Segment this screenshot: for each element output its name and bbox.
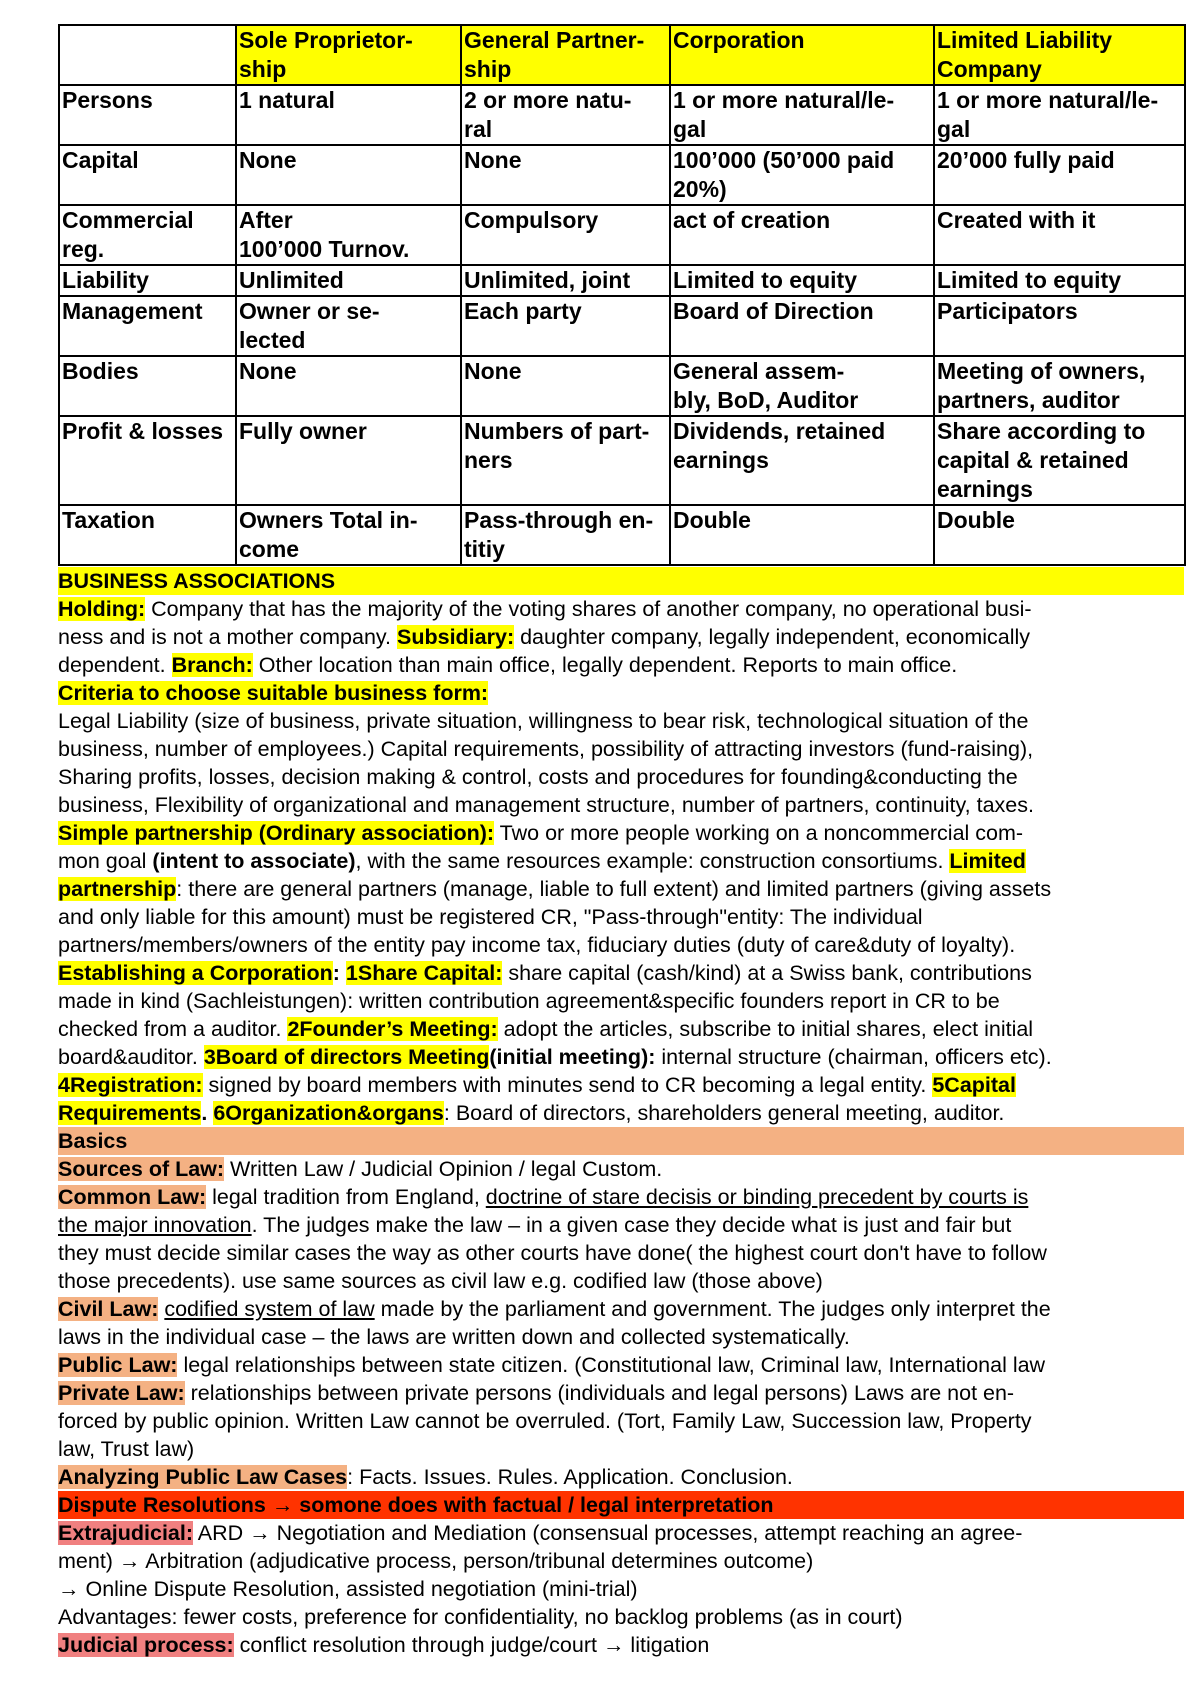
table-cell: 1 or more natural/le- gal — [934, 85, 1185, 145]
term-branch: Branch: — [171, 653, 253, 677]
analyzing-line — [58, 1463, 1184, 1491]
table-cell: After 100’000 Turnov. — [236, 205, 461, 265]
text: adopt the articles, subscribe to initial shares, elect initial — [497, 1017, 1034, 1041]
table-cell: Pass-through en- titiy — [461, 505, 670, 565]
judicial-line — [58, 1631, 1184, 1659]
establishing-line-3 — [58, 1015, 1184, 1043]
text: : Facts. Issues. Rules. Application. Conclusion. — [347, 1465, 793, 1489]
table-row — [59, 265, 1185, 296]
text: Other location than main office, legally dependent. Reports to main office. — [252, 653, 958, 677]
table-cell: Meeting of owners, partners, auditor — [934, 356, 1185, 416]
text: , with the same resources example: construction consortiums. — [355, 849, 950, 873]
text: legal tradition from England, — [206, 1185, 486, 1209]
term-limited: Limited — [949, 849, 1026, 873]
table-row — [59, 296, 1185, 356]
common-law-line-4: those precedents). use same sources as civil law e.g. codified law (those above) — [58, 1269, 823, 1293]
text: codified system of law — [164, 1297, 375, 1321]
table-header-cell: Sole Proprietor- ship — [236, 25, 461, 85]
table-cell: Participators — [934, 296, 1185, 356]
table-cell: Owner or se- lected — [236, 296, 461, 356]
table-cell: None — [461, 356, 670, 416]
term-establishing: Establishing a Corporation — [58, 961, 333, 985]
text: : — [332, 961, 346, 985]
limited-partnership-line-1 — [58, 875, 1184, 903]
row-label-cell: Liability — [59, 265, 236, 296]
table-cell: 20’000 fully paid — [934, 145, 1185, 205]
civil-law-line-1 — [58, 1295, 1184, 1323]
term-common-law: Common Law: — [58, 1185, 207, 1209]
text: Company that has the majority of the voting shares of another company, no operational busi- — [145, 597, 1032, 621]
establishing-line-1 — [58, 959, 1184, 987]
text: : there are general partners (manage, liable to full extent) and limited partners (giving assets — [176, 877, 1052, 901]
table-cell: General assem- bly, BoD, Auditor — [670, 356, 934, 416]
table-row — [59, 85, 1185, 145]
term-capital: 5Capital — [932, 1073, 1016, 1097]
text: conflict resolution through judge/court → litigation — [233, 1633, 710, 1657]
term-holding: Holding: — [58, 597, 146, 621]
term-organization: 6Organization&organs — [213, 1101, 444, 1125]
common-law-line-1 — [58, 1183, 1184, 1211]
term-private-law: Private Law: — [58, 1381, 185, 1405]
row-label-cell: Capital — [59, 145, 236, 205]
text: Written Law / Judicial Opinion / legal Custom. — [224, 1157, 663, 1181]
heading-business-associations: BUSINESS ASSOCIATIONS — [58, 567, 1184, 595]
notes-section — [58, 567, 1184, 1659]
table-cell: Unlimited — [236, 265, 461, 296]
term-analyzing: Analyzing Public Law Cases — [58, 1465, 348, 1489]
table-row — [59, 505, 1185, 565]
text: doctrine of stare decisis or binding precedent by courts is — [485, 1185, 1029, 1209]
term-share-capital: 1Share Capital: — [345, 961, 503, 985]
term-criteria: Criteria to choose suitable business form: — [58, 681, 489, 705]
term-judicial-process: Judicial process: — [58, 1633, 234, 1657]
private-law-line-2: forced by public opinion. Written Law cannot be overruled. (Tort, Family Law, Succession law, Property — [58, 1409, 1032, 1433]
text: ARD → Negotiation and Mediation (consensual processes, attempt reaching an agree- — [193, 1521, 1023, 1545]
text: share capital (cash/kind) at a Swiss bank, contributions — [502, 961, 1032, 985]
text: internal structure (chairman, officers etc). — [655, 1045, 1052, 1069]
row-label-cell: Taxation — [59, 505, 236, 565]
text: relationships between private persons (individuals and legal persons) Laws are not en- — [184, 1381, 1015, 1405]
row-label-cell: Management — [59, 296, 236, 356]
table-cell: Unlimited, joint — [461, 265, 670, 296]
extrajudicial-line-2: ment) → Arbitration (adjudicative process, person/tribunal determines outcome) — [58, 1549, 814, 1573]
term-civil-law: Civil Law: — [58, 1297, 159, 1321]
row-label-cell: Commercial reg. — [59, 205, 236, 265]
table-cell: act of creation — [670, 205, 934, 265]
civil-law-line-2: laws in the individual case – the laws are written down and collected systematically. — [58, 1325, 850, 1349]
term-public-law: Public Law: — [58, 1353, 178, 1377]
table-cell: 100’000 (50’000 paid 20%) — [670, 145, 934, 205]
table-cell: None — [236, 356, 461, 416]
table-header-cell: General Partner- ship — [461, 25, 670, 85]
text: the major innovation — [58, 1213, 252, 1237]
public-law-line — [58, 1351, 1184, 1379]
table-cell: Created with it — [934, 205, 1185, 265]
text: daughter company, legally independent, economically — [514, 625, 1031, 649]
table-header-cell: Corporation — [670, 25, 934, 85]
text: . The judges make the law – in a given case they decide what is just and fair but — [251, 1213, 1012, 1237]
document-page — [58, 24, 1184, 1659]
term-simple-partnership: Simple partnership (Ordinary association): — [58, 821, 495, 845]
text: ness and is not a mother company. — [58, 625, 398, 649]
text: mon goal — [58, 849, 153, 873]
private-law-line-3: law, Trust law) — [58, 1437, 195, 1461]
table-row — [59, 416, 1185, 505]
table-cell: 1 or more natural/le- gal — [670, 85, 934, 145]
simple-partnership-line-2 — [58, 847, 1184, 875]
heading-dispute-resolutions: Dispute Resolutions → somone does with factual / legal interpretation — [58, 1491, 1184, 1519]
text: made by the parliament and government. The judges only interpret the — [374, 1297, 1051, 1321]
term-extrajudicial: Extrajudicial: — [58, 1521, 194, 1545]
table-cell: Board of Direction — [670, 296, 934, 356]
table-cell: 2 or more natu- ral — [461, 85, 670, 145]
term-sources-of-law: Sources of Law: — [58, 1157, 225, 1181]
term-requirements: Requirements — [58, 1101, 202, 1125]
table-row — [59, 145, 1185, 205]
sources-line — [58, 1155, 1184, 1183]
term-board-meeting: 3Board of directors Meeting — [203, 1045, 490, 1069]
text: Two or more people working on a noncommercial com- — [494, 821, 1024, 845]
extrajudicial-line-1 — [58, 1519, 1184, 1547]
term-partnership: partnership — [58, 877, 177, 901]
text: signed by board members with minutes send to CR becoming a legal entity. — [202, 1073, 933, 1097]
establishing-line-6 — [58, 1099, 1184, 1127]
text: board&auditor. — [58, 1045, 204, 1069]
table-cell: Each party — [461, 296, 670, 356]
table-header-cell: Limited Liability Company — [934, 25, 1185, 85]
criteria-line-3: Sharing profits, losses, decision making & control, costs and procedures for founding&conducting the — [58, 765, 1018, 789]
business-forms-table — [58, 24, 1186, 566]
heading-basics: Basics — [58, 1127, 1184, 1155]
text: checked from a auditor. — [58, 1017, 288, 1041]
table-cell: Share according to capital & retained earnings — [934, 416, 1185, 505]
advantages-line: Advantages: fewer costs, preference for confidentiality, no backlog problems (as in court) — [58, 1605, 903, 1629]
text: . — [201, 1101, 214, 1125]
table-cell: Limited to equity — [670, 265, 934, 296]
table-cell: Compulsory — [461, 205, 670, 265]
term-subsidiary: Subsidiary: — [397, 625, 515, 649]
table-cell: None — [236, 145, 461, 205]
row-label-cell: Profit & losses — [59, 416, 236, 505]
table-cell: Dividends, retained earnings — [670, 416, 934, 505]
term-registration: 4Registration: — [58, 1073, 203, 1097]
establishing-line-4 — [58, 1043, 1184, 1071]
extrajudicial-line-3: → Online Dispute Resolution, assisted negotiation (mini-trial) — [58, 1577, 638, 1601]
text: : Board of directors, shareholders general meeting, auditor. — [443, 1101, 1005, 1125]
private-law-line-1 — [58, 1379, 1184, 1407]
table-cell: Double — [934, 505, 1185, 565]
table-cell: Numbers of part- ners — [461, 416, 670, 505]
text: (initial meeting): — [489, 1045, 656, 1069]
table-row — [59, 205, 1185, 265]
establishing-line-5 — [58, 1071, 1184, 1099]
term-founders-meeting: 2Founder’s Meeting: — [287, 1017, 498, 1041]
table-cell: None — [461, 145, 670, 205]
criteria-line-1: Legal Liability (size of business, private situation, willingness to bear risk, technological situation of the — [58, 709, 1029, 733]
table-row — [59, 356, 1185, 416]
text: legal relationships between state citizen. (Constitutional law, Criminal law, International law — [177, 1353, 1046, 1377]
table-cell: Fully owner — [236, 416, 461, 505]
limited-partnership-line-2: and only liable for this amount) must be registered CR, "Pass-through"entity: The individual — [58, 905, 923, 929]
row-label-cell: Bodies — [59, 356, 236, 416]
limited-partnership-line-3: partners/members/owners of the entity pay income tax, fiduciary duties (duty of care&duty of loyalty). — [58, 933, 1016, 957]
term-intent: (intent to associate) — [152, 849, 356, 873]
table-cell: Limited to equity — [934, 265, 1185, 296]
criteria-line-2: business, number of employees.) Capital requirements, possibility of attracting investors (fund-raising), — [58, 737, 1034, 761]
establishing-line-2: made in kind (Sachleistungen): written contribution agreement&specific founders report in CR to be — [58, 989, 1000, 1013]
table-header-row — [59, 25, 1185, 85]
simple-partnership-line-1 — [58, 819, 1184, 847]
holding-line — [58, 595, 1184, 623]
branch-line — [58, 651, 1184, 679]
common-law-line-2 — [58, 1211, 1184, 1239]
text: dependent. — [58, 653, 172, 677]
table-cell: Owners Total in- come — [236, 505, 461, 565]
criteria-heading-line — [58, 679, 1184, 707]
table-cell: 1 natural — [236, 85, 461, 145]
common-law-line-3: they must decide similar cases the way as other courts have done( the highest court don't have to follow — [58, 1241, 1047, 1265]
subsidiary-line — [58, 623, 1184, 651]
table-corner-cell — [59, 25, 236, 85]
row-label-cell: Persons — [59, 85, 236, 145]
criteria-line-4: business, Flexibility of organizational and management structure, number of partners, continuity, taxes. — [58, 793, 1034, 817]
table-cell: Double — [670, 505, 934, 565]
